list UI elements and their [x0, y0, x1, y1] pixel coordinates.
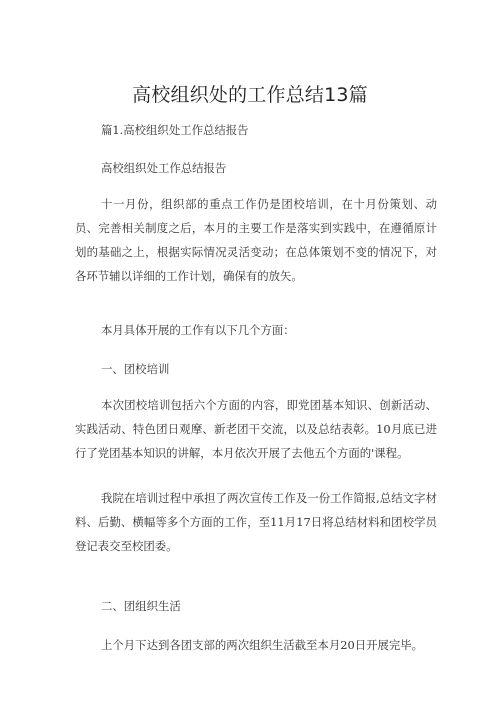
document-subtitle: 高校组织处工作总结报告 [101, 161, 227, 175]
paragraph-training: 本次团校培训包括六个方面的内容，即党团基本知识、创新活动、实践活动、特色团日观摩、新老团干交流，以及总结表彰。10月底已进行了党团基本知识的讲解，本月依次开展了去他五个方面的'课程。 [75, 398, 437, 460]
section-heading: 篇1.高校组织处工作总结报告 [101, 123, 249, 137]
document-title: 高校组织处的工作总结13篇 [132, 84, 368, 106]
paragraph-list-intro: 本月具体开展的工作有以下几个方面： [101, 323, 295, 337]
paragraph-publicity: 我院在培训过程中承担了两次宣传工作及一份工作简报,总结文字材料、后勤、横幅等多个方面的工作，至11月17日将总结材料和团校学员登记表交至校团委。 [75, 491, 437, 553]
section-heading-training: 一、团校培训 [101, 362, 170, 376]
section-heading-org-life: 二、团组织生活 [101, 599, 181, 613]
paragraph-org-life: 上个月下达到各团支部的两次组织生活截至本月20日开展完毕。 [101, 638, 424, 652]
paragraph-intro: 十一月份，组织部的重点工作仍是团校培训，在十月份策划、动员、完善相关制度之后，本月的主要工作是落实到实践中，在遵循原计划的基础之上，根据实际情况灵活变动；在总体策划不变的情况下，对各环节辅以详细的工作计划，确保有的放矢。 [75, 197, 437, 283]
